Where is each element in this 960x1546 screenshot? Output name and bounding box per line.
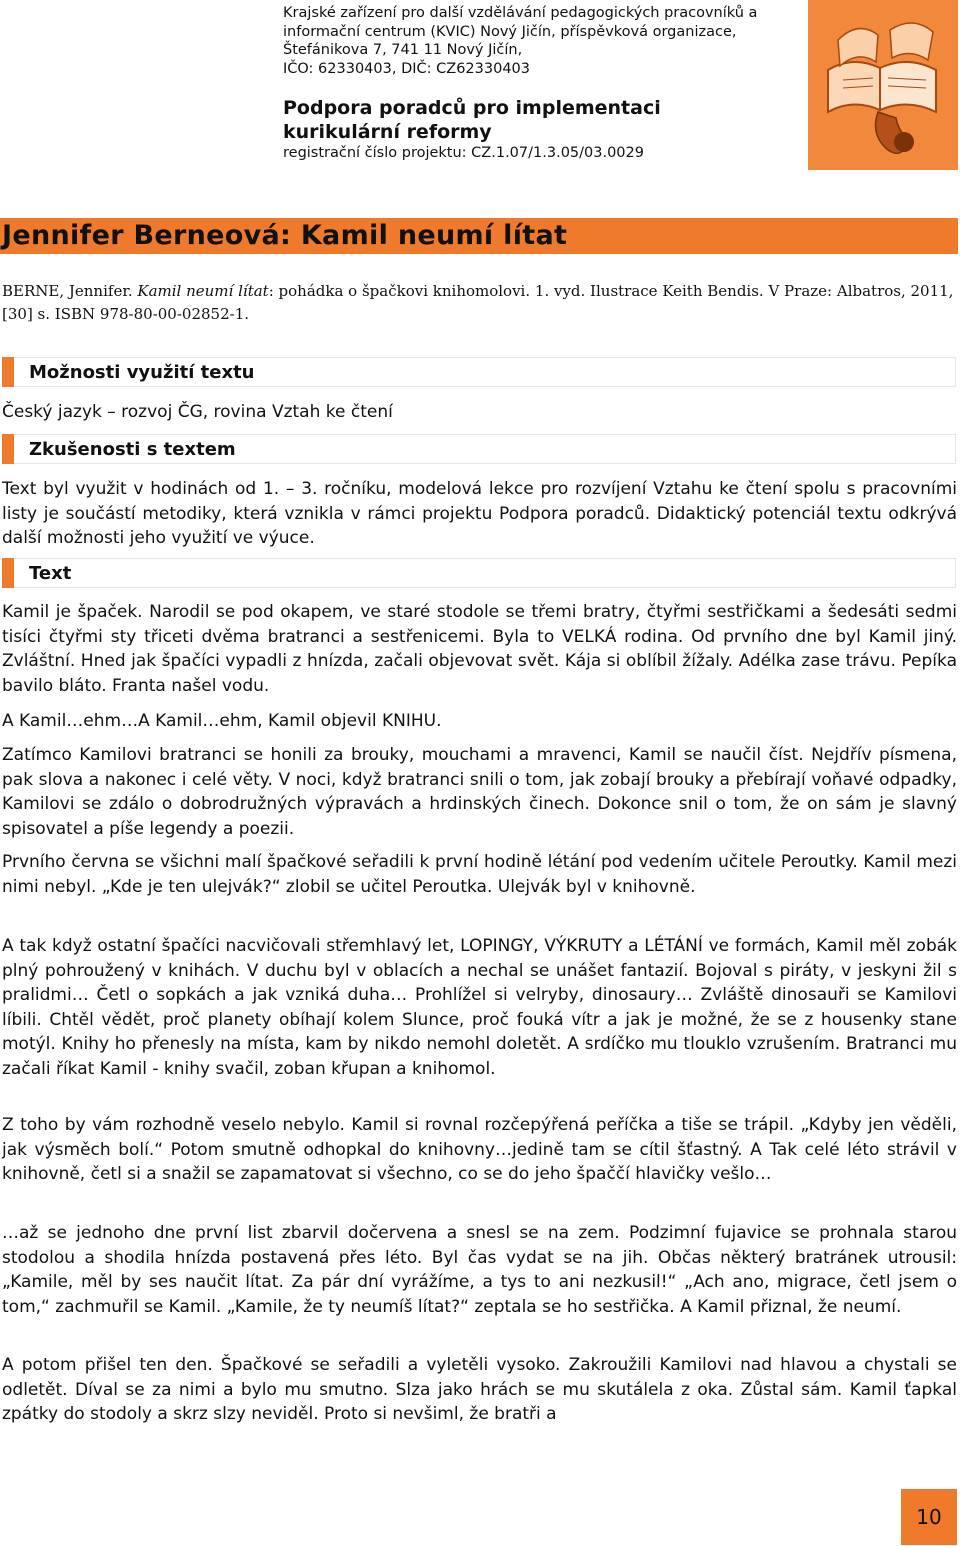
section-marker xyxy=(2,558,14,588)
org-line: informační centrum (KVIC) Nový Jičín, příspěvková organizace, xyxy=(283,23,737,40)
org-line: Štefánikova 7, 741 11 Nový Jičín, xyxy=(283,42,523,58)
org-line: IČO: 62330403, DIČ: CZ62330403 xyxy=(283,60,530,77)
citation xyxy=(2,280,957,326)
citation-book-title: Kamil neumí lítat xyxy=(137,282,269,300)
citation-author: BERNE, Jennifer. xyxy=(2,282,138,300)
section-header-moznosti xyxy=(2,357,956,387)
section-title: Možnosti využití textu xyxy=(29,362,255,383)
registration-number: registrační číslo projektu: CZ.1.07/1.3.05/03.0029 xyxy=(283,145,644,161)
use-paragraph: Český jazyk – rozvoj ČG, rovina Vztah ke čtení xyxy=(2,402,393,422)
page-number: 10 xyxy=(916,1505,942,1529)
citation-details: : pohádka o špačkovi knihomolovi. 1. vyd. Ilustrace Keith Bendis. V Praze: Albatros, 2011, [30] s. ISBN 978-80-00-02852-1. xyxy=(2,282,954,323)
experience-paragraph: Text byl využit v hodinách od 1. – 3. ročníku, modelová lekce pro rozvíjení Vztahu ke čtení spolu s pracovními listy je součástí metodiky, která vznikla v rámci projektu Podpora poradců. Didaktický potenciál textu odkrývá další možnosti jeho využití ve výuce. xyxy=(2,479,957,548)
section-header-text xyxy=(2,558,956,588)
section-header-zkusenosti xyxy=(2,434,956,464)
story-paragraph: A tak když ostatní špačíci nacvičovali střemhlavý let, LOPINGY, VÝKRUTY a LÉTÁNÍ ve formách, Kamil měl zobák plný pohroužený v knihách. V duchu byl v oblacích a nechal se unášet fantazií. Bojoval s piráty, v jeskyni žil s pralidmi… Četl o sopkách a jak vzniká duha… Prohlížel si velryby, dinosaury… Zvláště dinosauři se Kamilovi líbili. Chtěl vědět, proč planety obíhají kolem Slunce, proč fouká vítr a jak je možné, že se z housenky stane motýl. Knihy ho přenesly na místa, kam by nikdo nemohl doletět. A srdíčko mu tlouklo vzrušením. Bratranci mu začali říkat Kamil - knihy svačil, zoban křupan a knihomol. xyxy=(2,936,957,1079)
story-paragraph: Z toho by vám rozhodně veselo nebylo. Kamil si rovnal rozčepýřená peříčka a tiše se trápil. „Kdyby jen věděli, jak výsměch bolí.“ Potom smutně odhopkal do knihovny…jedině tam se cítil šťastný. A Tak celé léto strávil v knihovně, četl si a snažil se zapamatovat si všechno, co se do jeho špaččí hlavičky vešlo… xyxy=(2,1115,957,1184)
project-line: kurikulární reformy xyxy=(283,121,492,143)
organization-address xyxy=(283,4,803,78)
story-paragraph: Prvního června se všichni malí špačkové seřadili k první hodině létání pod vedením učitele Peroutky. Kamil mezi nimi nebyl. „Kde je ten ulejvák?“ zlobil se učitel Peroutka. Ulejvák byl v knihovně. xyxy=(2,852,957,897)
story-paragraph: Kamil je špaček. Narodil se pod okapem, ve staré stodole se třemi bratry, čtyřmi sestřičkami a šedesáti sedmi tisíci čtyřmi sty třiceti dvěma bratranci a sestřenicemi. Byla to VELKÁ rodina. Od prvního dne byl Kamil jiný. Zvláštní. Hned jak špačíci vypadli z hnízda, začali objevovat svět. Kája si oblíbil žížaly. Adélka zase trávu. Pepíka bavilo bláto. Franta našel vodu. xyxy=(2,602,957,696)
project-name xyxy=(283,96,803,144)
page-number-badge xyxy=(901,1489,957,1545)
story-paragraph: …až se jednoho dne první list zbarvil dočervena a snesl se na zem. Podzimní fujavice se prohnala starou stodolou a shodila hnízda postavená přes léto. Byl čas vydat se na jih. Občas některý bratránek utrousil: „Kamile, měl by ses naučit lítat. Za pár dní vyrážíme, a tys to ani nezkusil!“ „Ach ano, migrace, četl jsem o tom,“ zachmuřil se Kamil. „Kamile, že ty neumíš lítat?“ zeptala se ho sestřička. A Kamil přiznal, že neumí. xyxy=(2,1223,957,1317)
story-paragraph: A potom přišel ten den. Špačkové se seřadili a vyletěli vysoko. Zakroužili Kamilovi nad hlavou a chystali se odletět. Díval se za nimi a bylo mu smutno. Slza jako hrách se mu skutálela z oka. Zůstal sám. Kamil ťapkal zpátky do stodoly a skrz slzy neviděl. Proto si nevšiml, že bratři a xyxy=(2,1355,957,1424)
section-title: Zkušenosti s textem xyxy=(29,439,236,460)
story-paragraph: A Kamil…ehm…A Kamil…ehm, Kamil objevil KNIHU. xyxy=(2,711,442,731)
section-marker xyxy=(2,434,14,464)
story-paragraph: Zatímco Kamilovi bratranci se honili za brouky, mouchami a mravenci, Kamil se naučil číst. Nejdřív písmena, pak slova a nakonec i celé věty. V noci, když bratranci snili o tom, jak zobají brouky a přebírají voňavé odpadky, Kamilovi se zdálo o dobrodružných výpravách a hrdinských činech. Dokonce snil o tom, že on sám je slavný spisovatel a píše legendy a poezii. xyxy=(2,745,957,839)
page-title: Jennifer Berneová: Kamil neumí lítat xyxy=(2,220,568,251)
title-bar xyxy=(0,218,958,254)
project-line: Podpora poradců pro implementaci xyxy=(283,97,661,119)
org-line: Krajské zařízení pro další vzdělávání pedagogických pracovníků a xyxy=(283,5,758,21)
section-marker xyxy=(2,357,14,387)
section-title: Text xyxy=(29,563,72,584)
book-illustration-logo xyxy=(808,0,958,170)
